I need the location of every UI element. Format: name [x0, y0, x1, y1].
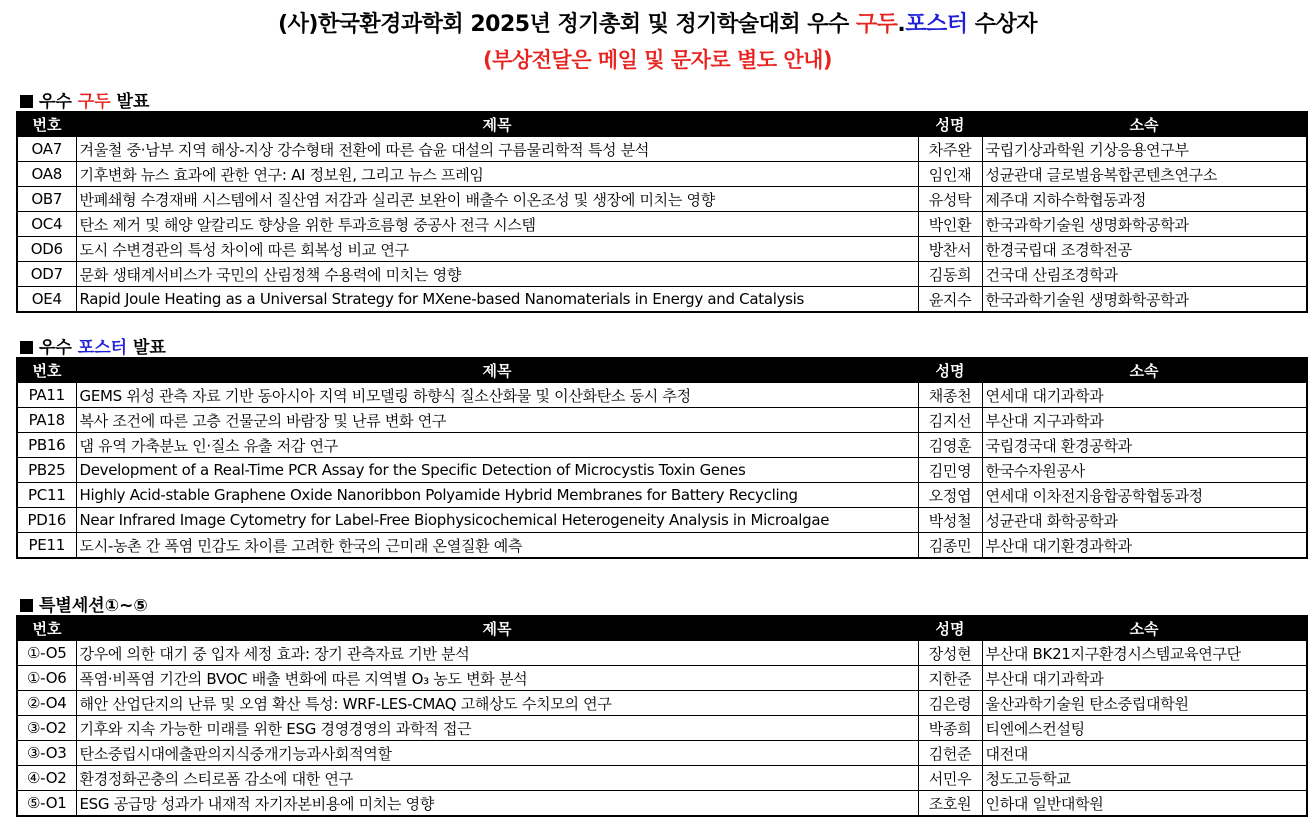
cell-number: ④-O2 [17, 766, 76, 791]
cell-title: 폭염·비폭염 기간의 BVOC 배출 변화에 따른 지역별 O₃ 농도 변화 분석 [76, 666, 918, 691]
cell-name: 김종민 [918, 533, 982, 559]
cell-title: 댐 유역 가축분뇨 인·질소 유출 저감 연구 [76, 433, 918, 458]
cell-title: 복사 조건에 따른 고층 건물군의 바람장 및 난류 변화 연구 [76, 408, 918, 433]
cell-affiliation: 국립기상과학원 기상응용연구부 [982, 137, 1307, 162]
cell-number: PD16 [17, 508, 76, 533]
section-heading-special [20, 591, 148, 616]
cell-number: ②-O4 [17, 691, 76, 716]
cell-number: OB7 [17, 187, 76, 212]
cell-title: 탄소중립시대에출판의지식중개기능과사회적역할 [76, 741, 918, 766]
title-main: (사)한국환경과학회 2025년 정기총회 및 정기학술대회 우수 [278, 12, 856, 37]
cell-affiliation: 대전대 [982, 741, 1307, 766]
cell-affiliation: 울산과학기술원 탄소중립대학원 [982, 691, 1307, 716]
cell-title: 해안 산업단지의 난류 및 오염 확산 특성: WRF-LES-CMAQ 고해상도 수치모의 연구 [76, 691, 918, 716]
cell-name: 지한준 [918, 666, 982, 691]
section-oral-prefix: 우수 [39, 92, 78, 112]
cell-name: 오정엽 [918, 483, 982, 508]
cell-name: 김지선 [918, 408, 982, 433]
cell-name: 김헌준 [918, 741, 982, 766]
cell-title: 강우에 의한 대기 중 입자 세정 효과: 장기 관측자료 기반 분석 [76, 641, 918, 666]
cell-number: PB16 [17, 433, 76, 458]
cell-title: 기후변화 뉴스 효과에 관한 연구: AI 정보원, 그리고 뉴스 프레임 [76, 162, 918, 187]
cell-number: OE4 [17, 287, 76, 313]
cell-name: 차주완 [918, 137, 982, 162]
table-row [17, 666, 1307, 691]
table-row [17, 162, 1307, 187]
cell-affiliation: 한국수자원공사 [982, 458, 1307, 483]
header-title: 제목 [76, 616, 918, 641]
cell-number: ③-O2 [17, 716, 76, 741]
cell-affiliation: 연세대 대기과학과 [982, 383, 1307, 408]
header-name: 성명 [918, 616, 982, 641]
table-row [17, 741, 1307, 766]
table-row [17, 262, 1307, 287]
cell-name: 윤지수 [918, 287, 982, 313]
cell-affiliation: 제주대 지하수학협동과정 [982, 187, 1307, 212]
cell-name: 서민우 [918, 766, 982, 791]
cell-number: PB25 [17, 458, 76, 483]
cell-title: 문화 생태계서비스가 국민의 산림정책 수용력에 미치는 영향 [76, 262, 918, 287]
cell-title: 기후와 지속 가능한 미래를 위한 ESG 경영경영의 과학적 접근 [76, 716, 918, 741]
cell-number: ③-O3 [17, 741, 76, 766]
table-row [17, 212, 1307, 237]
title-end: 수상자 [967, 12, 1037, 37]
cell-number: OD7 [17, 262, 76, 287]
cell-affiliation: 청도고등학교 [982, 766, 1307, 791]
section-poster-suffix: 발표 [127, 338, 166, 358]
page-title [0, 7, 1315, 38]
header-title: 제목 [76, 112, 918, 137]
cell-name: 유성탁 [918, 187, 982, 212]
table-row [17, 508, 1307, 533]
table-row [17, 641, 1307, 666]
cell-affiliation: 한국과학기술원 생명화학공학과 [982, 212, 1307, 237]
square-bullet-icon [20, 95, 33, 108]
cell-name: 김민영 [918, 458, 982, 483]
cell-title: 환경정화곤충의 스티로폼 감소에 대한 연구 [76, 766, 918, 791]
cell-affiliation: 부산대 대기과학과 [982, 666, 1307, 691]
table-poster-awards [16, 357, 1308, 559]
section-poster-prefix: 우수 [39, 338, 78, 358]
cell-affiliation: 한국과학기술원 생명화학공학과 [982, 287, 1307, 313]
cell-affiliation: 티엔에스컨설팅 [982, 716, 1307, 741]
table-special-session [16, 615, 1308, 817]
table-header-row [17, 112, 1307, 137]
header-affil: 소속 [982, 358, 1307, 383]
table-row [17, 137, 1307, 162]
cell-number: OA7 [17, 137, 76, 162]
cell-name: 김영훈 [918, 433, 982, 458]
table-row [17, 716, 1307, 741]
cell-affiliation: 성균관대 화학공학과 [982, 508, 1307, 533]
section-heading-poster [20, 333, 166, 358]
table-row [17, 533, 1307, 559]
cell-number: OC4 [17, 212, 76, 237]
cell-name: 박성철 [918, 508, 982, 533]
cell-name: 김동희 [918, 262, 982, 287]
cell-title: 도시-농촌 간 폭염 민감도 차이를 고려한 한국의 근미래 온열질환 예측 [76, 533, 918, 559]
cell-affiliation: 한경국립대 조경학전공 [982, 237, 1307, 262]
section-oral-suffix: 발표 [110, 92, 150, 112]
cell-affiliation: 연세대 이차전지융합공학협동과정 [982, 483, 1307, 508]
cell-number: PA11 [17, 383, 76, 408]
header-num: 번호 [17, 616, 76, 641]
cell-number: OA8 [17, 162, 76, 187]
cell-number: ⑤-O1 [17, 791, 76, 817]
cell-number: OD6 [17, 237, 76, 262]
cell-title: Near Infrared Image Cytometry for Label-Free Biophysicochemical Heterogeneity Analysis in Microalgae [76, 508, 918, 533]
cell-name: 박인환 [918, 212, 982, 237]
table-header-row [17, 616, 1307, 641]
cell-title: 겨울철 중·남부 지역 해상-지상 강수형태 전환에 따른 습윤 대설의 구름물리학적 특성 분석 [76, 137, 918, 162]
cell-affiliation: 성균관대 글로벌융복합콘텐츠연구소 [982, 162, 1307, 187]
cell-name: 방찬서 [918, 237, 982, 262]
header-num: 번호 [17, 112, 76, 137]
table-row [17, 483, 1307, 508]
header-num: 번호 [17, 358, 76, 383]
cell-affiliation: 부산대 BK21지구환경시스템교육연구단 [982, 641, 1307, 666]
cell-title: 반폐쇄형 수경재배 시스템에서 질산염 저감과 실리콘 보완이 배출수 이온조성 및 생장에 미치는 영향 [76, 187, 918, 212]
table-row [17, 383, 1307, 408]
header-affil: 소속 [982, 112, 1307, 137]
cell-affiliation: 인하대 일반대학원 [982, 791, 1307, 817]
cell-affiliation: 부산대 대기환경과학과 [982, 533, 1307, 559]
cell-number: PE11 [17, 533, 76, 559]
cell-affiliation: 국립경국대 환경공학과 [982, 433, 1307, 458]
cell-name: 장성현 [918, 641, 982, 666]
square-bullet-icon [20, 599, 33, 612]
header-name: 성명 [918, 358, 982, 383]
cell-title: Rapid Joule Heating as a Universal Strategy for MXene-based Nanomaterials in Energy and Catalysis [76, 287, 918, 313]
table-row [17, 791, 1307, 817]
cell-title: GEMS 위성 관측 자료 기반 동아시아 지역 비모델링 하향식 질소산화물 및 이산화탄소 동시 추정 [76, 383, 918, 408]
header-affil: 소속 [982, 616, 1307, 641]
cell-name: 김은령 [918, 691, 982, 716]
cell-name: 조호원 [918, 791, 982, 817]
cell-affiliation: 건국대 산림조경학과 [982, 262, 1307, 287]
table-row [17, 237, 1307, 262]
cell-title: Development of a Real-Time PCR Assay for the Specific Detection of Microcystis Toxin Genes [76, 458, 918, 483]
section-oral-highlight: 구두 [77, 92, 111, 112]
table-header-row [17, 358, 1307, 383]
title-oral-word: 구두 [855, 12, 898, 37]
table-row [17, 766, 1307, 791]
cell-title: Highly Acid-stable Graphene Oxide Nanoribbon Polyamide Hybrid Membranes for Battery Recycling [76, 483, 918, 508]
cell-title: ESG 공급망 성과가 내재적 자기자본비용에 미치는 영향 [76, 791, 918, 817]
square-bullet-icon [20, 341, 33, 354]
section-special-label: 특별세션①~⑤ [39, 596, 148, 616]
cell-title: 도시 수변경관의 특성 차이에 따른 회복성 비교 연구 [76, 237, 918, 262]
cell-affiliation: 부산대 지구과학과 [982, 408, 1307, 433]
header-title: 제목 [76, 358, 918, 383]
cell-number: PA18 [17, 408, 76, 433]
cell-title: 탄소 제거 및 해양 알칼리도 향상을 위한 투과흐름형 중공사 전극 시스템 [76, 212, 918, 237]
cell-name: 박종희 [918, 716, 982, 741]
table-row [17, 408, 1307, 433]
table-row [17, 433, 1307, 458]
page-subtitle: (부상전달은 메일 및 문자로 별도 안내) [482, 48, 833, 72]
header-name: 성명 [918, 112, 982, 137]
table-row [17, 187, 1307, 212]
title-poster-word: 포스터 [905, 12, 968, 37]
section-heading-oral [20, 87, 149, 112]
table-oral-awards [16, 111, 1308, 313]
cell-number: ①-O6 [17, 666, 76, 691]
title-dot: . [897, 12, 906, 37]
table-row [17, 287, 1307, 313]
table-row [17, 691, 1307, 716]
cell-number: ①-O5 [17, 641, 76, 666]
table-row [17, 458, 1307, 483]
section-poster-highlight: 포스터 [77, 338, 128, 358]
cell-number: PC11 [17, 483, 76, 508]
cell-name: 임인재 [918, 162, 982, 187]
cell-name: 채종천 [918, 383, 982, 408]
